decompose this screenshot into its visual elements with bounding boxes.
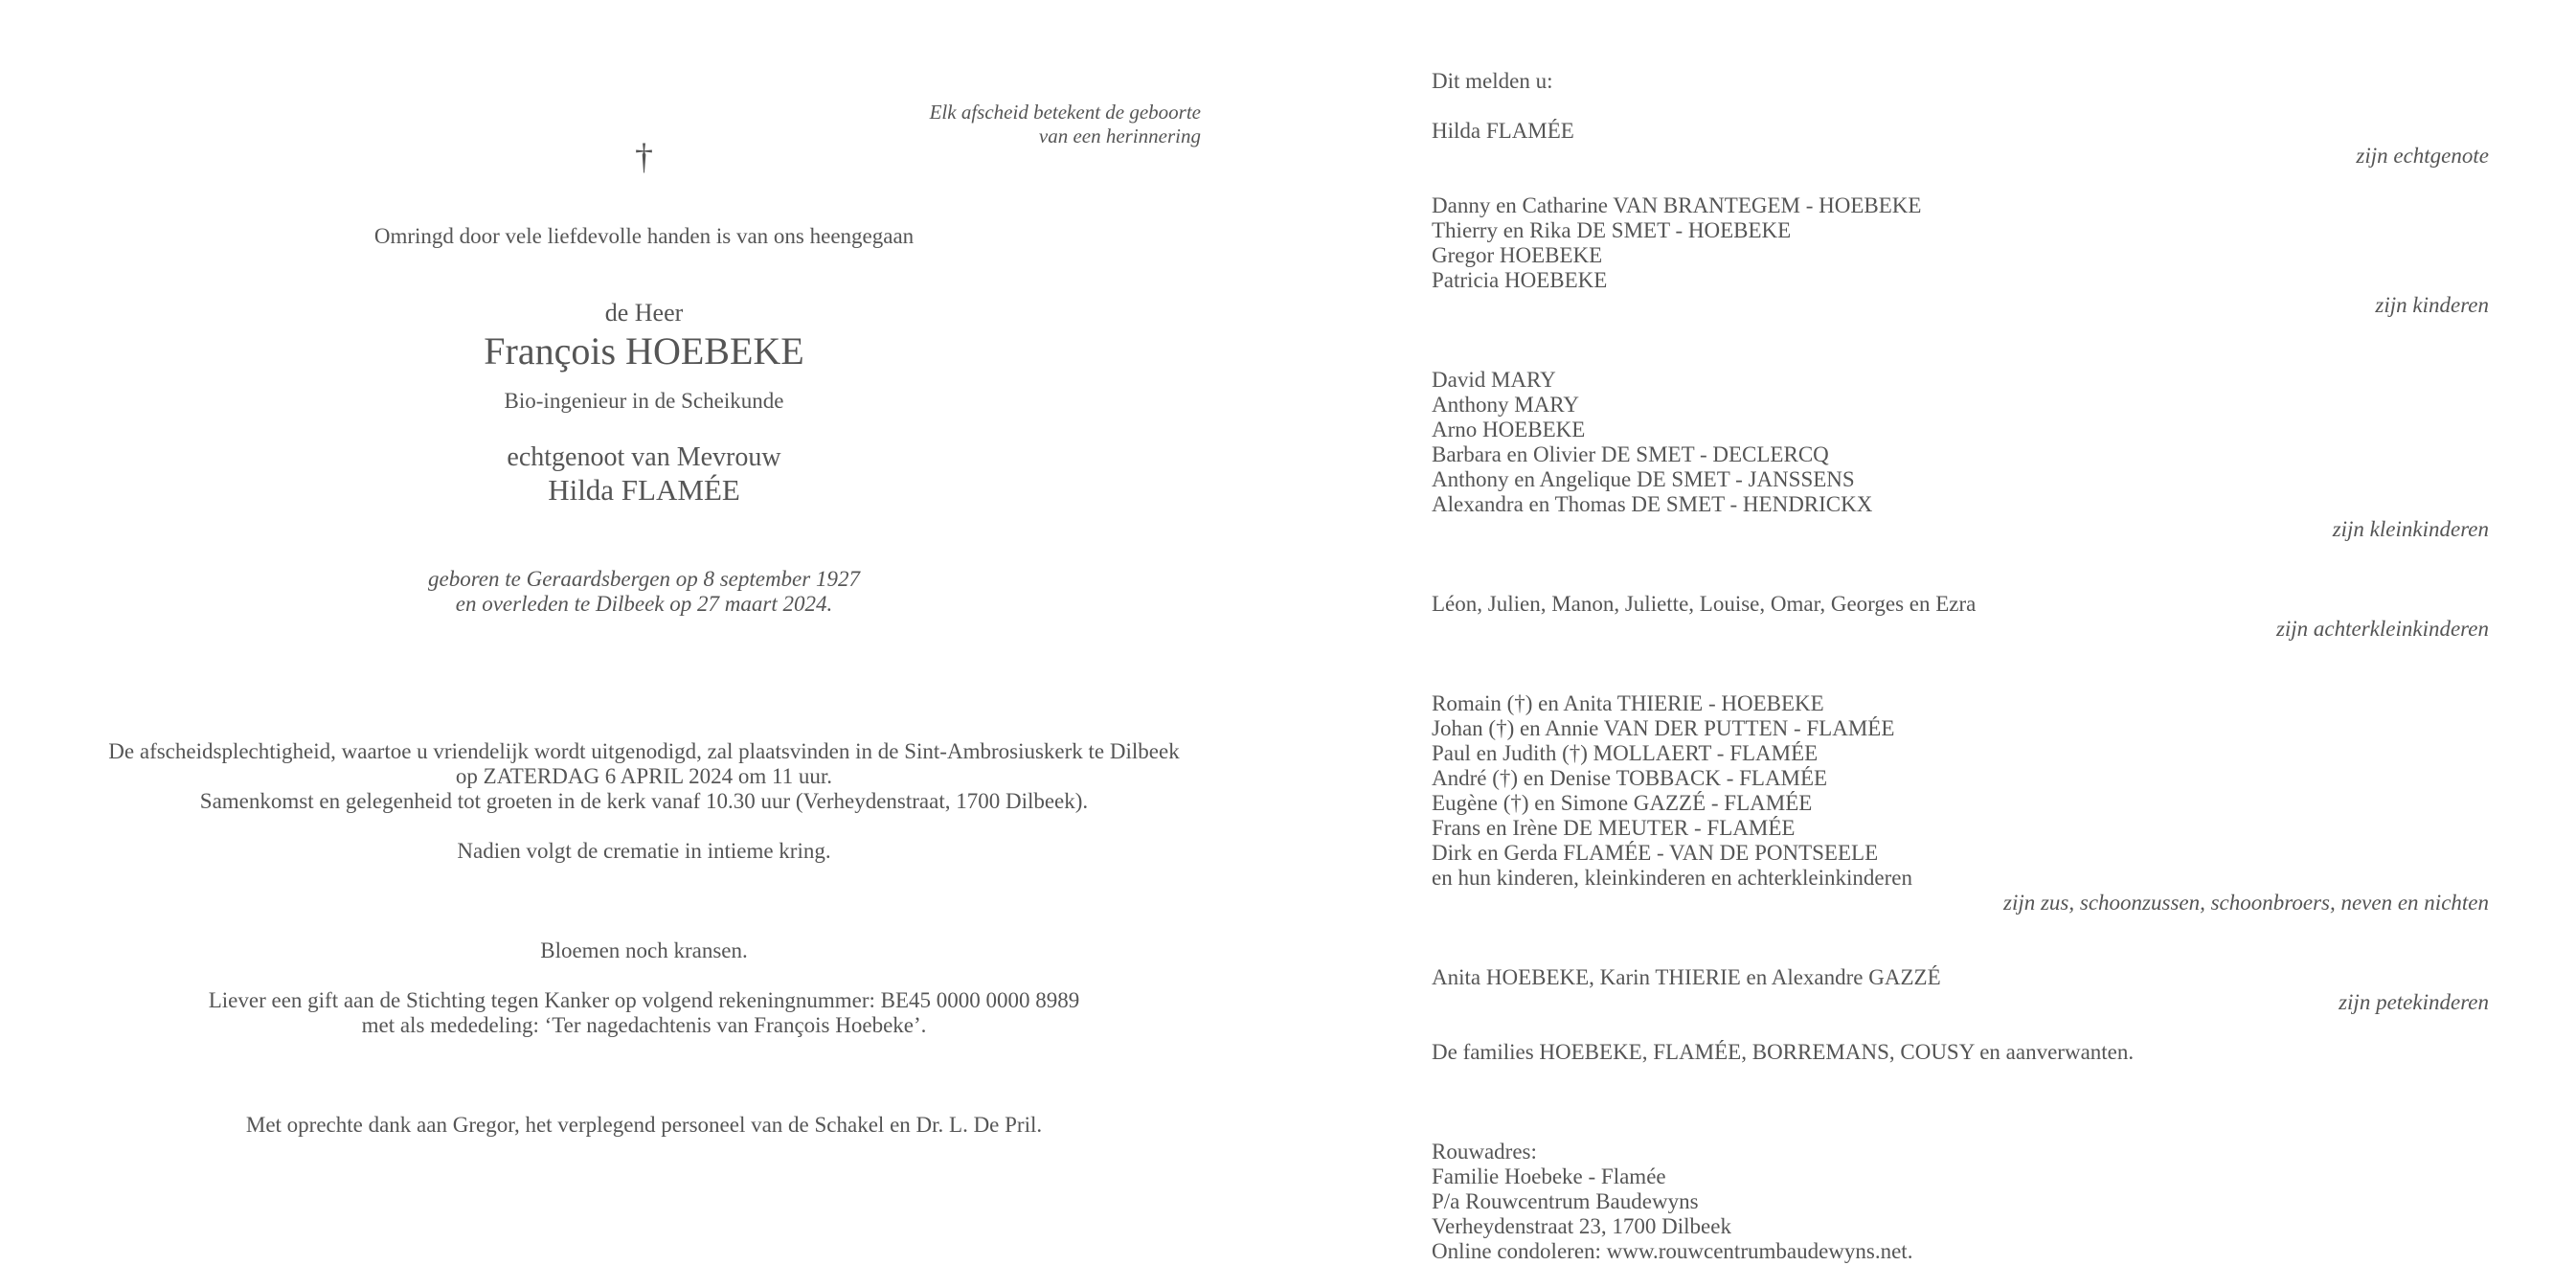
birth-death-info xyxy=(0,567,1288,617)
role-godchildren: zijn petekinderen xyxy=(2339,990,2489,1014)
grandchildren-group xyxy=(1432,368,1872,517)
motto-line: Elk afscheid betekent de geboorte xyxy=(929,101,1201,124)
flowers-text: Bloemen noch kransen. xyxy=(540,938,748,962)
motto-line: van een herinnering xyxy=(1038,124,1201,147)
address-line: Familie Hoebeke - Flamée xyxy=(1432,1164,1666,1188)
death-line: en overleden te Dilbeek op 27 maart 2024. xyxy=(455,592,833,616)
ceremony-line: De afscheidsplechtigheid, waartoe u vriendelijk wordt uitgenodigd, zal plaatsvinden in de Sint-Ambrosiuskerk te Dilbeek xyxy=(108,739,1180,763)
family-member: Anthony MARY xyxy=(1432,393,1579,417)
family-member: Gregor HOEBEKE xyxy=(1432,243,1603,267)
spouse-name: Hilda FLAMÉE xyxy=(548,473,740,507)
mourning-address xyxy=(1432,1140,1912,1264)
family-member: Paul en Judith (†) MOLLAERT - FLAMÉE xyxy=(1432,741,1819,765)
profession: Bio-ingenieur in de Scheikunde xyxy=(504,389,784,413)
intro-text: Omringd door vele liefdevolle handen is van ons heengegaan xyxy=(373,224,915,248)
family-member: Arno HOEBEKE xyxy=(1432,418,1586,441)
family-member: Alexandra en Thomas DE SMET - HENDRICKX xyxy=(1432,492,1873,516)
ceremony-line: Samenkomst en gelegenheid tot groeten in de kerk vanaf 10.30 uur (Verheydenstraat, 1700 Dilbeek). xyxy=(199,789,1089,813)
family-member: Romain (†) en Anita THIERIE - HOEBEKE xyxy=(1432,691,1824,715)
ceremony-info xyxy=(0,739,1288,814)
spouse-group xyxy=(1432,119,1574,144)
great-grandchildren-group xyxy=(1432,592,1976,617)
family-member: Patricia HOEBEKE xyxy=(1432,268,1608,292)
family-member: Barbara en Olivier DE SMET - DECLERCQ xyxy=(1432,442,1829,466)
donation-line: Liever een gift aan de Stichting tegen Kanker op volgend rekeningnummer: BE45 0000 0000 8989 xyxy=(208,988,1080,1012)
family-member: Anthony en Angelique DE SMET - JANSSENS xyxy=(1432,467,1855,491)
address-line: Verheydenstraat 23, 1700 Dilbeek xyxy=(1432,1214,1731,1238)
birth-line: geboren te Geraardsbergen op 8 september 1927 xyxy=(428,567,860,591)
siblings-group xyxy=(1432,691,1912,891)
role-grandchildren: zijn kleinkinderen xyxy=(2332,517,2489,541)
godchildren-group xyxy=(1432,965,1941,990)
role-spouse: zijn echtgenote xyxy=(2356,144,2489,168)
family-member: Thierry en Rika DE SMET - HOEBEKE xyxy=(1432,218,1792,242)
donation-line: met als mededeling: ‘Ter nagedachtenis van François Hoebeke’. xyxy=(361,1013,927,1037)
families-text: De families HOEBEKE, FLAMÉE, BORREMANS, COUSY en aanverwanten. xyxy=(1432,1040,2135,1064)
children-group xyxy=(1432,193,1921,293)
family-member: Danny en Catharine VAN BRANTEGEM - HOEBEKE xyxy=(1432,193,1922,217)
address-heading: Rouwadres: xyxy=(1432,1140,1537,1164)
family-member: Johan (†) en Annie VAN DER PUTTEN - FLAMÉE xyxy=(1432,716,1895,740)
family-member: en hun kinderen, kleinkinderen en achterkleinkinderen xyxy=(1432,866,1912,890)
address-line: P/a Rouwcentrum Baudewyns xyxy=(1432,1189,1699,1213)
cross-icon: † xyxy=(635,137,653,177)
thanks-text: Met oprechte dank aan Gregor, het verplegend personeel van de Schakel en Dr. L. De Pril. xyxy=(245,1113,1043,1137)
family-member: Léon, Julien, Manon, Juliette, Louise, Omar, Georges en Ezra xyxy=(1432,592,1977,616)
deceased-name: François HOEBEKE xyxy=(484,329,804,373)
role-children: zijn kinderen xyxy=(2375,293,2489,317)
family-member: André (†) en Denise TOBBACK - FLAMÉE xyxy=(1432,766,1828,790)
honorific: de Heer xyxy=(604,299,684,327)
family-member: Anita HOEBEKE, Karin THIERIE en Alexandre GAZZÉ xyxy=(1432,965,1941,989)
role-siblings: zijn zus, schoonzussen, schoonbroers, neven en nichten xyxy=(2003,891,2489,915)
cremation-text: Nadien volgt de crematie in intieme kring. xyxy=(457,839,831,863)
right-page xyxy=(1288,0,2576,1288)
family-member: David MARY xyxy=(1432,368,1556,392)
role-great-grandchildren: zijn achterkleinkinderen xyxy=(2275,617,2489,641)
family-member: Frans en Irène DE MEUTER - FLAMÉE xyxy=(1432,816,1796,840)
family-member: Hilda FLAMÉE xyxy=(1432,119,1574,143)
condolence-link[interactable]: Online condoleren: www.rouwcentrumbaudewyns.net. xyxy=(1432,1239,1913,1263)
announce-text: Dit melden u: xyxy=(1432,69,1553,93)
spouse-label: echtgenoot van Mevrouw xyxy=(507,442,781,472)
family-member: Eugène (†) en Simone GAZZÉ - FLAMÉE xyxy=(1432,791,1813,815)
donation-info xyxy=(0,988,1288,1038)
family-member: Dirk en Gerda FLAMÉE - VAN DE PONTSEELE xyxy=(1432,841,1879,865)
ceremony-line: op ZATERDAG 6 APRIL 2024 om 11 uur. xyxy=(455,764,833,788)
